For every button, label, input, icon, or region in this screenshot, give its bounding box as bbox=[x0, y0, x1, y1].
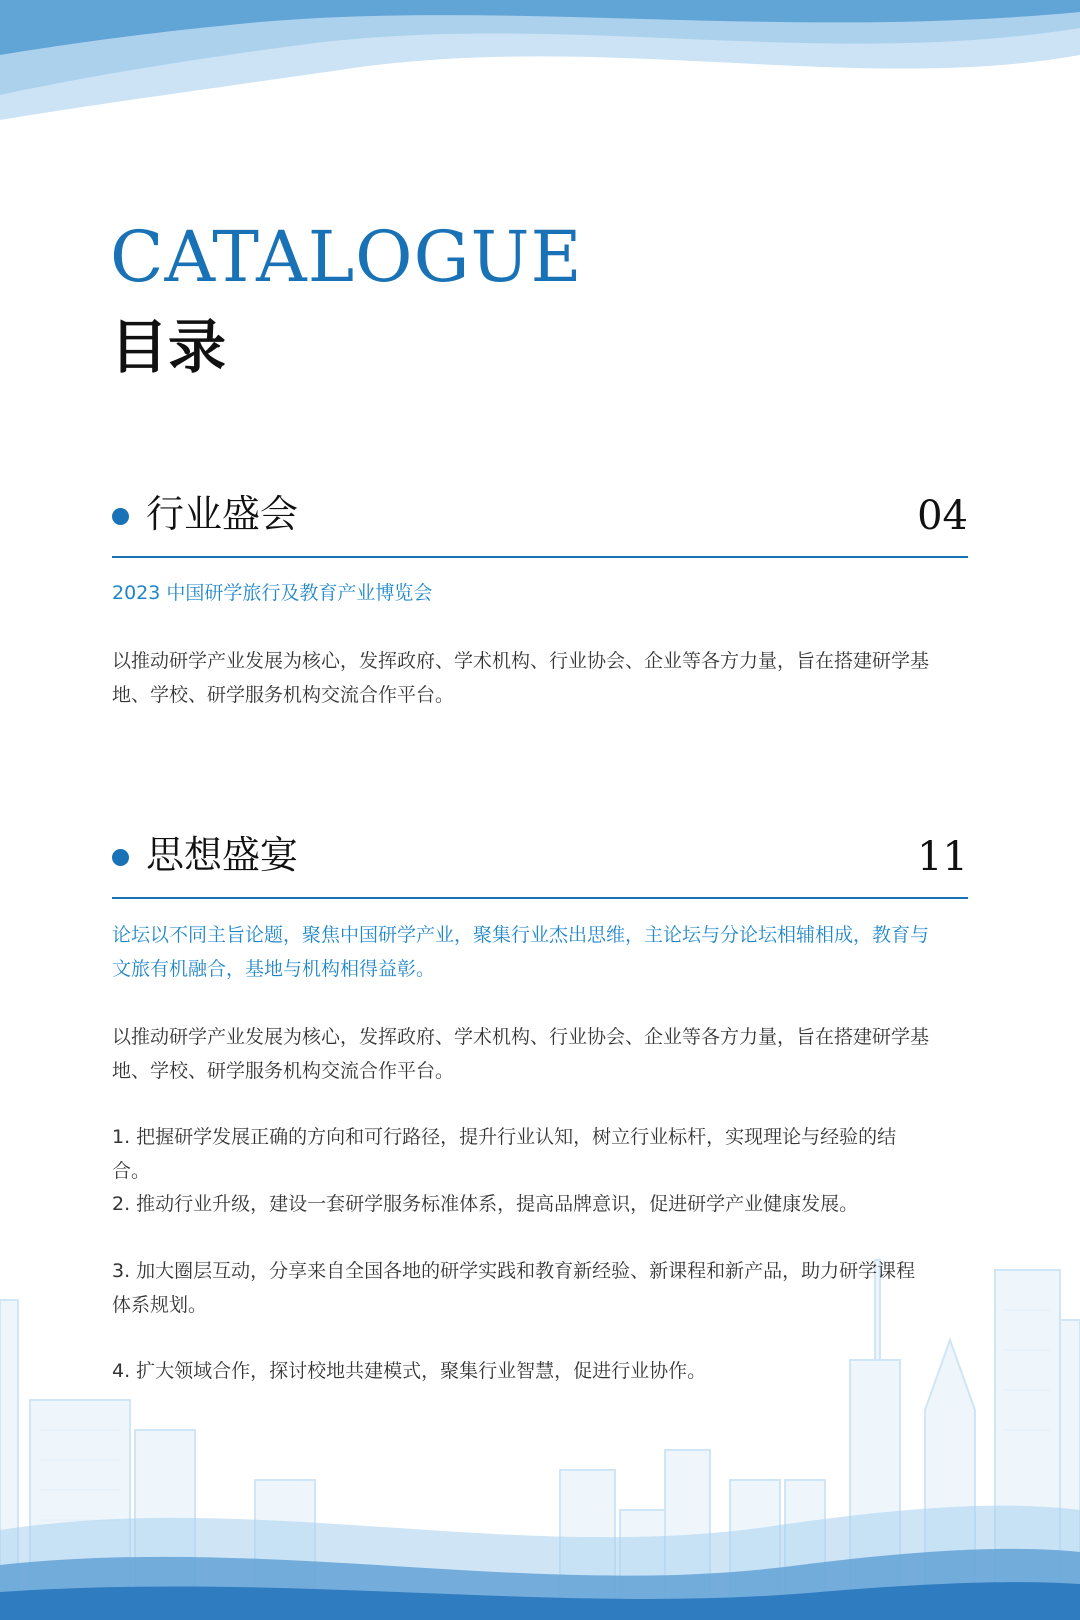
list-item: 4. 扩大领域合作，探讨校地共建模式，聚集行业智慧，促进行业协作。 bbox=[112, 1360, 707, 1382]
section-page-number: 11 bbox=[917, 834, 968, 880]
list-item: 3. 加大圈层互动，分享来自全国各地的研学实践和教育新经验、新课程和新产品，助力研学课程体系规划。 bbox=[112, 1260, 916, 1316]
section-subtitle: 论坛以不同主旨论题，聚焦中国研学产业，聚集行业杰出思维，主论坛与分论坛相辅相成，教育与文旅有机融合，基地与机构相得益彰。 bbox=[112, 924, 930, 980]
section-body: 以推动研学产业发展为核心，发挥政府、学术机构、行业协会、企业等各方力量，旨在搭建研学基地、学校、研学服务机构交流合作平台。 bbox=[112, 1026, 930, 1082]
bullet-dot-icon bbox=[112, 508, 129, 525]
top-wave-decoration bbox=[0, 0, 1080, 140]
section-subtitle: 2023 中国研学旅行及教育产业博览会 bbox=[112, 582, 433, 604]
catalogue-title-cn: 目录 bbox=[110, 313, 227, 381]
section-title: 思想盛宴 bbox=[146, 833, 299, 877]
catalogue-title-en: CATALOGUE bbox=[110, 216, 583, 298]
section-header-2 bbox=[112, 825, 968, 899]
section-body: 以推动研学产业发展为核心，发挥政府、学术机构、行业协会、企业等各方力量，旨在搭建研学基地、学校、研学服务机构交流合作平台。 bbox=[112, 650, 930, 706]
list-item: 2. 推动行业升级，建设一套研学服务标准体系，提高品牌意识，促进研学产业健康发展。 bbox=[112, 1193, 859, 1215]
section-page-number: 04 bbox=[917, 493, 968, 539]
section-title: 行业盛会 bbox=[146, 492, 299, 536]
list-item: 1. 把握研学发展正确的方向和可行路径，提升行业认知，树立行业标杆，实现理论与经验的结合。 bbox=[112, 1126, 897, 1182]
section-header-1 bbox=[112, 484, 968, 558]
city-skyline-decoration bbox=[0, 1180, 1080, 1620]
bullet-dot-icon bbox=[112, 849, 129, 866]
